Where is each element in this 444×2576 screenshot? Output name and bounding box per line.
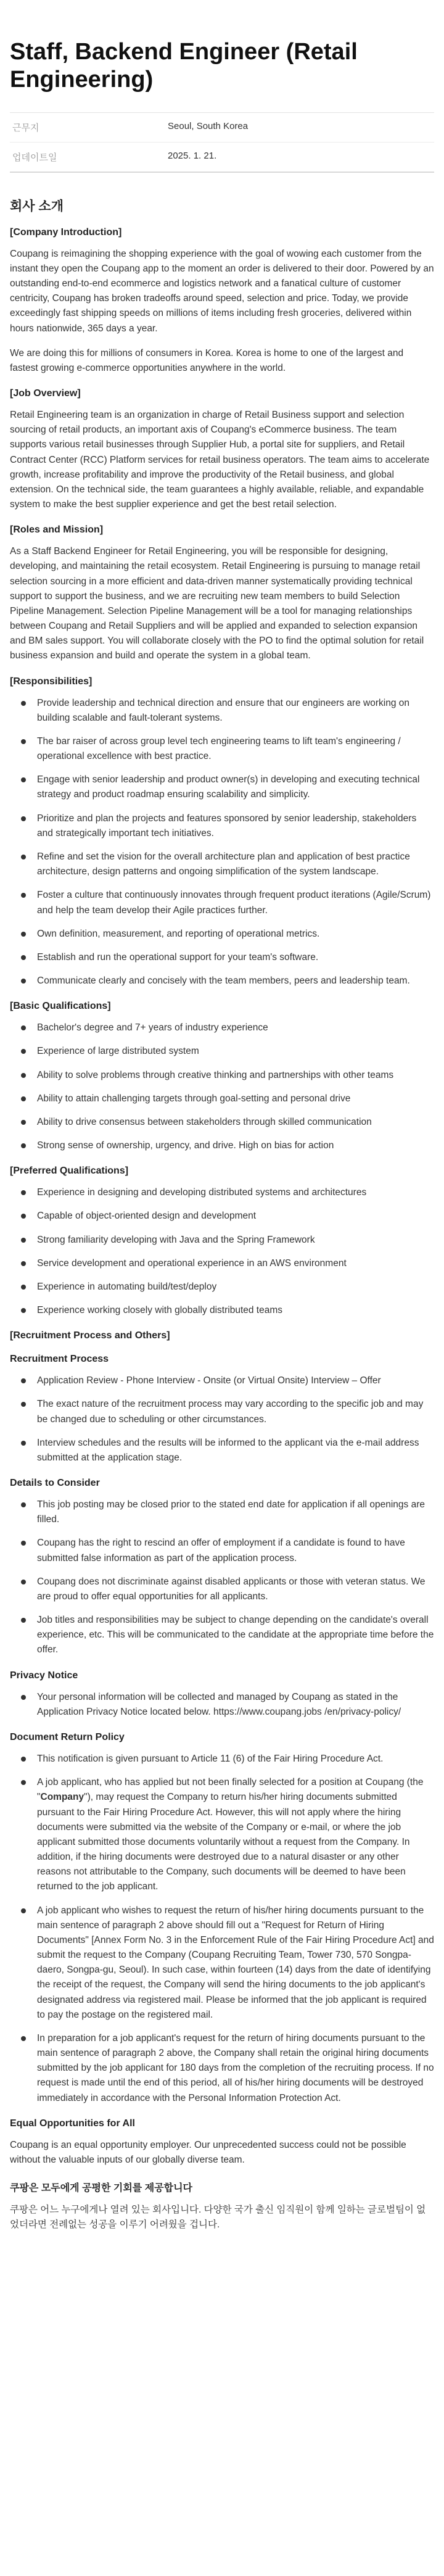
heading-recruitment-process-and-others: [Recruitment Process and Others] (10, 1330, 170, 1341)
list-item: The bar raiser of across group level tech engineering teams to lift team's engineering / operational excellence with best practice. (37, 734, 434, 764)
list-item: Service development and operational experience in an AWS environment (37, 1256, 434, 1271)
list-item: Experience in designing and developing distributed systems and architectures (37, 1185, 434, 1200)
paragraph: We are doing this for millions of consumers in Korea. Korea is home to one of the largest and fastest growing e-commerce opportunities anywhere in the world. (10, 347, 404, 373)
heading-equal-opportunities-ko: 쿠팡은 모두에게 공평한 기회를 제공합니다 (10, 2183, 192, 2194)
list-item: This job posting may be closed prior to the stated end date for application if all openings are filled. (37, 1497, 434, 1527)
paragraph: Coupang is reimagining the shopping experience with the goal of wowing each customer from the instant they open the Coupang app to the moment an order is delivered to their door. Powered by an outstanding end-to-end ecommerce and logistics network and a fanatical culture of customer centricity, Coupang has broken tradeoffs around speed, selection and price. Today, we provide exceedingly fast shipping speeds on millions of items including fresh groceries, delivered within hours nationwide, 365 days a year. (10, 248, 434, 334)
responsibilities-list (10, 696, 434, 989)
heading-document-return-policy: Document Return Policy (10, 1732, 125, 1742)
list-item: In preparation for a job applicant's request for the return of hiring documents pursuant to the main sentence of paragraph 2 above, the Company shall retain the original hiring documents submitted by the job applicant for 180 days from the completion of the recruiting process. If no request is made until the end of this period, all of his/her hiring documents will be destroyed immediately in accordance with the Personal Information Protection Act. (37, 2031, 434, 2106)
list-item: Foster a culture that continuously innovates through frequent product iterations (Agile/Scrum) and help the team develop their Agile practices further. (37, 888, 434, 917)
list-item: This notification is given pursuant to Article 11 (6) of the Fair Hiring Procedure Act. (37, 1752, 434, 1766)
list-item: A job applicant who wishes to request the return of his/her hiring documents pursuant to the main sentence of paragraph 2 above should fill out a "Request for Return of Hiring Documents" [Annex Form No. 3 in the Enforcement Rule of the Fair Hiring Procedure Act] and submit the request to the Company (Coupang Recruiting Team, Tower 730, 570 Songpa-daero, Songpa-gu, Seoul). In such case, within fourteen (14) days from the date of identifying the receipt of the request, the Company will send the hiring documents to the job applicant's designated address via registered mail. Please be informed that the job applicant is required to pay the postage on the registered mail. (37, 1903, 434, 2023)
heading-job-overview: [Job Overview] (10, 388, 81, 399)
list-item: Bachelor's degree and 7+ years of industry experience (37, 1021, 434, 1035)
heading-responsibilities: [Responsibilities] (10, 676, 92, 687)
recruitment-process-list (10, 1373, 434, 1465)
meta-value: 2025. 1. 21. (168, 150, 217, 161)
list-item: Establish and run the operational support for your team's software. (37, 950, 434, 965)
list-item: Strong sense of ownership, urgency, and drive. High on bias for action (37, 1138, 434, 1153)
list-item: Ability to solve problems through creative thinking and partnerships with other teams (37, 1068, 434, 1083)
list-item: Application Review - Phone Interview - Onsite (or Virtual Onsite) Interview – Offer (37, 1373, 434, 1388)
list-item: Experience working closely with globally distributed teams (37, 1303, 434, 1318)
meta-value: Seoul, South Korea (168, 120, 249, 131)
text-segment: A job applicant, who has applied but not been finally selected for a position at Coupang (the " (37, 1777, 424, 1803)
list-item: Own definition, measurement, and reporting of operational metrics. (37, 927, 434, 942)
list-item: Communicate clearly and concisely with the team members, peers and leadership team. (37, 974, 434, 988)
heading-recruitment-process: Recruitment Process (10, 1354, 109, 1365)
meta-row-updated (10, 143, 434, 172)
preferred-qualifications-list (10, 1185, 434, 1318)
job-meta-table (10, 112, 434, 173)
paragraph: 쿠팡은 어느 누구에게나 열려 있는 회사입니다. 다양한 국가 출신 임직원이 함께 일하는 글로벌팀이 없었더라면 전례없는 성공을 이루기 어려웠을 겁니다. (10, 2205, 426, 2230)
section-title-about: 회사 소개 (10, 199, 64, 213)
list-item: Your personal information will be collected and managed by Coupang as stated in the Application Privacy Notice located below. https://www.coupang.jobs /en/privacy-policy/ (37, 1690, 434, 1720)
list-item: Ability to drive consensus between stakeholders through skilled communication (37, 1115, 434, 1130)
list-item: Experience in automating build/test/deploy (37, 1280, 434, 1294)
list-item: Experience of large distributed system (37, 1044, 434, 1059)
heading-equal-opportunities: Equal Opportunities for All (10, 2118, 135, 2129)
heading-roles-and-mission: [Roles and Mission] (10, 524, 104, 536)
basic-qualifications-list (10, 1021, 434, 1153)
company-term: Company (40, 1792, 84, 1803)
paragraph: Retail Engineering team is an organization in charge of Retail Business support and selection sourcing of retail products, an important axis of Coupang's eCommerce business. The team supports various retail businesses through Supplier Hub, a portal site for suppliers, and Retail Contract Center (RCC) Platform services for retail business operators. The team aims to accelerate growth, increase profitability and improve the productivity of the Retail business, and global extension. On the technical side, the team guarantees a highly available, reliable, and expandable system to make the best supplier experience and get the best retail selection. (10, 410, 430, 510)
list-item: Strong familiarity developing with Java and the Spring Framework (37, 1233, 434, 1248)
meta-label: 업데이트일 (12, 152, 57, 163)
list-item: Provide leadership and technical direction and ensure that our engineers are working on building scalable and fault-tolerant systems. (37, 696, 434, 726)
list-item: Engage with senior leadership and product owner(s) in developing and executing technical strategy and product roadmap ensuring scalability and simplicity. (37, 772, 434, 802)
list-item: Coupang does not discriminate against disabled applicants or those with veteran status. We are proud to offer equal opportunities for all applicants. (37, 1575, 434, 1604)
paragraph: As a Staff Backend Engineer for Retail Engineering, you will be responsible for designing, developing, and maintaining the retail ecosystem. Retail Engineering is pursuing to manage retail selection sourcing in a more efficient and data-driven manner systematically providing technical support to support the business, and we are recruiting new team members to build Selection Pipeline Management. Selection Pipeline Management will be a tool for managing relationships between Coupang and Retail Suppliers and will be applied and expanded to selection expansion and BM sales support. You will collaborate closely with the PO to find the optimal solution for retail business expansion and build and operate the system in a global team. (10, 546, 424, 661)
list-item: Coupang has the right to rescind an offer of employment if a candidate is found to have submitted false information as part of the application process. (37, 1536, 434, 1565)
list-item: Refine and set the vision for the overall architecture plan and application of best practice architecture, design patterns and ongoing simplification of the system landscape. (37, 850, 434, 879)
list-item: Interview schedules and the results will be informed to the applicant via the e-mail address submitted at the application stage. (37, 1436, 434, 1465)
details-list (10, 1497, 434, 1658)
privacy-list (10, 1690, 434, 1720)
heading-preferred-qualifications: [Preferred Qualifications] (10, 1166, 129, 1177)
list-item: Capable of object-oriented design and development (37, 1209, 434, 1224)
list-item: Ability to attain challenging targets through goal-setting and personal drive (37, 1091, 434, 1106)
meta-label: 근무지 (12, 122, 39, 133)
heading-company-introduction: [Company Introduction] (10, 226, 122, 238)
list-item: Prioritize and plan the projects and features sponsored by senior leadership, stakeholders and strategically important tech initiatives. (37, 811, 434, 841)
document-return-list (10, 1752, 434, 2106)
paragraph: Coupang is an equal opportunity employer. Our unprecedented success could not be possible without the valuable inputs of our globally diverse team. (10, 2139, 406, 2165)
list-item: The exact nature of the recruitment process may vary according to the specific job and may be changed due to scheduling or other circumstances. (37, 1397, 434, 1427)
text-segment: "), may request the Company to return his/her hiring documents submitted pursuant to the Fair Hiring Procedure Act. However, this will not apply where the hiring documents were submitted via the website of the Company or e-mail, or where the job applicant submitted those documents voluntarily without a request from the Company. In addition, if the hiring documents were destroyed due to a natural disaster or any other reasons not attributable to the Company, such documents will be deemed to have been returned to the job applicant. (37, 1792, 410, 1892)
list-item: Job titles and responsibilities may be subject to change depending on the candidate's overall experience, etc. This will be communicated to the candidate at the appropriate time before the offer. (37, 1613, 434, 1658)
heading-privacy-notice: Privacy Notice (10, 1670, 78, 1681)
list-item (37, 1775, 434, 1894)
heading-details-to-consider: Details to Consider (10, 1478, 100, 1489)
meta-row-location (10, 113, 434, 143)
heading-basic-qualifications: [Basic Qualifications] (10, 1001, 111, 1012)
job-title: Staff, Backend Engineer (Retail Engineering) (10, 39, 358, 93)
